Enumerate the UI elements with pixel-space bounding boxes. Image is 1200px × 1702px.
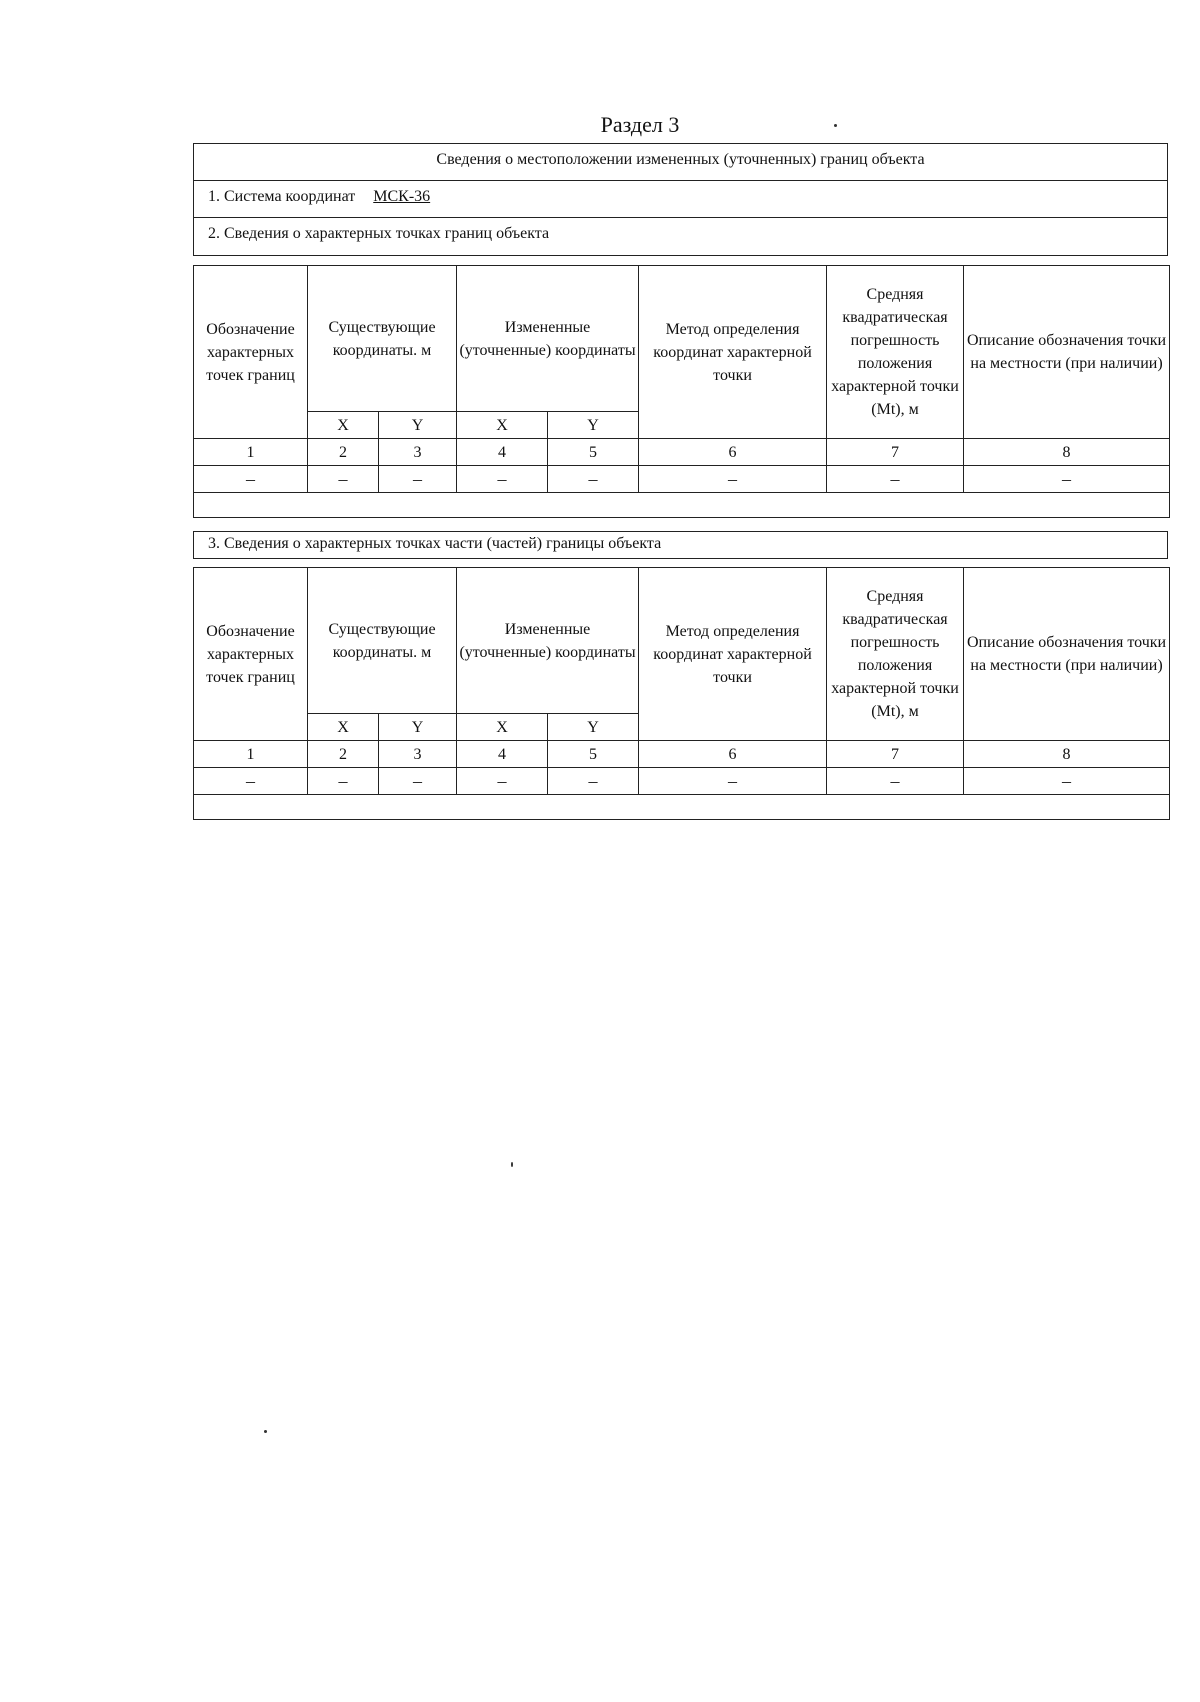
section-header-box <box>193 143 1168 256</box>
part-boundary-points-table <box>193 567 1170 820</box>
scan-speck <box>264 1430 267 1433</box>
dash-cell: – <box>194 768 308 795</box>
empty-row <box>194 795 1170 820</box>
col-existing-x: X <box>308 714 379 741</box>
col-number: 7 <box>827 741 964 768</box>
table-row <box>194 466 1170 493</box>
col-number: 4 <box>457 741 548 768</box>
subsection-3-box <box>193 531 1168 559</box>
boundary-points-table <box>193 265 1170 518</box>
col-description-header: Описание обозначения точки на местности (при наличии) <box>964 266 1170 439</box>
subsection-2-title: 2. Сведения о характерных точках границ объекта <box>208 225 550 242</box>
col-changed-header: Измененные (уточненные) координаты <box>457 266 639 412</box>
col-existing-y: Y <box>379 714 457 741</box>
dash-cell: – <box>964 466 1170 493</box>
dash-cell: – <box>194 466 308 493</box>
coord-system-label: 1. Система координат <box>208 188 356 205</box>
dash-cell: – <box>457 466 548 493</box>
table-row <box>194 768 1170 795</box>
col-method-header: Метод определения координат характерной точки <box>639 568 827 741</box>
col-existing-y: Y <box>379 412 457 439</box>
dash-cell: – <box>548 768 639 795</box>
col-number: 5 <box>548 439 639 466</box>
coord-system-value: МСК-36 <box>373 188 431 205</box>
dash-cell: – <box>379 466 457 493</box>
dash-cell: – <box>548 466 639 493</box>
col-number: 3 <box>379 741 457 768</box>
dash-cell: – <box>964 768 1170 795</box>
col-number: 1 <box>194 439 308 466</box>
empty-row <box>194 493 1170 518</box>
scan-speck <box>511 1162 513 1167</box>
col-number: 7 <box>827 439 964 466</box>
dash-cell: – <box>827 768 964 795</box>
col-number: 5 <box>548 741 639 768</box>
dash-cell: – <box>308 768 379 795</box>
col-existing-header: Существующие координаты. м <box>308 568 457 714</box>
col-changed-x: X <box>457 714 548 741</box>
col-existing-header: Существующие координаты. м <box>308 266 457 412</box>
block-title: Сведения о местоположении измененных (уточненных) границ объекта <box>194 144 1167 181</box>
subsection-3-title: 3. Сведения о характерных точках части (частей) границы объекта <box>208 535 662 552</box>
col-existing-x: X <box>308 412 379 439</box>
col-number: 6 <box>639 439 827 466</box>
dash-cell: – <box>379 768 457 795</box>
column-numbers-row <box>194 439 1170 466</box>
col-changed-header: Измененные (уточненные) координаты <box>457 568 639 714</box>
col-number: 6 <box>639 741 827 768</box>
col-error-header: Средняя квадратическая погрешность положения характерной точки (Mt), м <box>827 266 964 439</box>
col-method-header: Метод определения координат характерной точки <box>639 266 827 439</box>
dash-cell: – <box>457 768 548 795</box>
dash-cell: – <box>308 466 379 493</box>
col-number: 2 <box>308 439 379 466</box>
col-number: 3 <box>379 439 457 466</box>
section-title: Раздел 3 <box>600 112 680 137</box>
col-changed-x: X <box>457 412 548 439</box>
col-error-header: Средняя квадратическая погрешность положения характерной точки (Mt), м <box>827 568 964 741</box>
column-numbers-row <box>194 741 1170 768</box>
coord-system-row <box>194 181 1167 218</box>
col-number: 8 <box>964 741 1170 768</box>
col-designation-header: Обозначение характерных точек границ <box>194 568 308 741</box>
dash-cell: – <box>639 768 827 795</box>
scan-speck <box>834 124 837 127</box>
col-designation-header: Обозначение характерных точек границ <box>194 266 308 439</box>
dash-cell: – <box>639 466 827 493</box>
col-number: 1 <box>194 741 308 768</box>
col-description-header: Описание обозначения точки на местности (при наличии) <box>964 568 1170 741</box>
col-changed-y: Y <box>548 714 639 741</box>
col-number: 8 <box>964 439 1170 466</box>
col-number: 4 <box>457 439 548 466</box>
col-number: 2 <box>308 741 379 768</box>
col-changed-y: Y <box>548 412 639 439</box>
dash-cell: – <box>827 466 964 493</box>
